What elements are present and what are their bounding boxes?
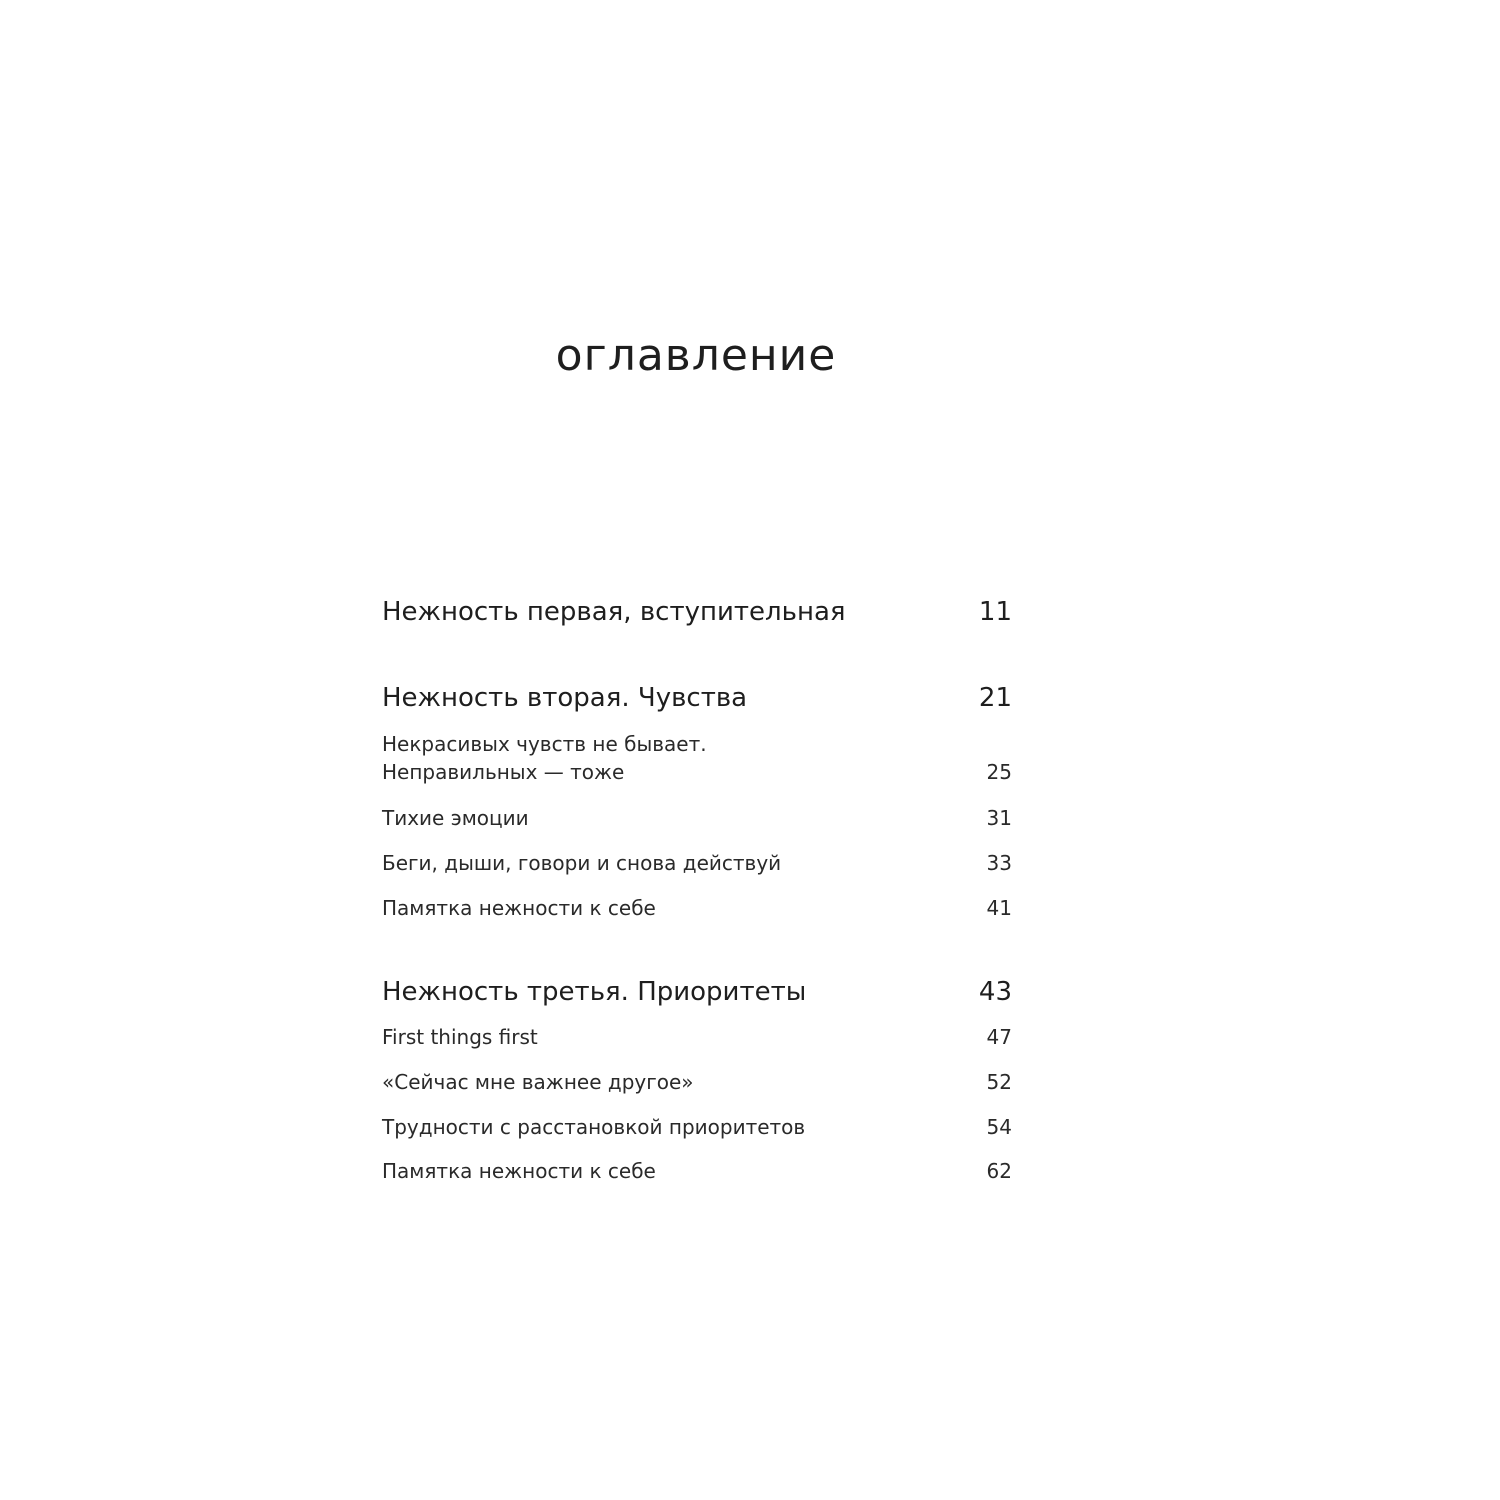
table-of-contents xyxy=(382,0,1012,1500)
toc-section xyxy=(382,1068,1012,1096)
toc-section xyxy=(382,804,1012,832)
toc-entry-title: Тихие эмоции xyxy=(382,806,529,830)
toc-chapter xyxy=(382,596,1012,628)
toc-section xyxy=(382,1157,1012,1185)
toc-page-number: 31 xyxy=(986,806,1012,830)
toc-entry-title: Нежность вторая. Чувства xyxy=(382,683,748,713)
toc-page-number: 11 xyxy=(978,597,1012,627)
toc-entry-title: Памятка нежности к себе xyxy=(382,896,656,920)
toc-section xyxy=(382,1023,1012,1051)
toc-page-number: 21 xyxy=(978,683,1012,713)
toc-entry-title: Трудности с расстановкой приоритетов xyxy=(382,1115,806,1139)
toc-page-number: 52 xyxy=(986,1070,1012,1094)
toc-section xyxy=(382,730,1012,786)
toc-entry-title: Памятка нежности к себе xyxy=(382,1159,656,1183)
page-title: оглавление xyxy=(555,330,837,381)
toc-entry-title: «Сейчас мне важнее другое» xyxy=(382,1070,694,1094)
toc-entry-title: Беги, дыши, говори и снова действуй xyxy=(382,851,782,875)
toc-chapter xyxy=(382,976,1012,1008)
toc-page-number: 54 xyxy=(986,1115,1012,1139)
toc-page-number: 41 xyxy=(986,896,1012,920)
toc-page-number: 43 xyxy=(978,977,1012,1007)
toc-page-number: 47 xyxy=(986,1025,1012,1049)
toc-page-number: 25 xyxy=(986,760,1012,784)
toc-entry-title: Нежность третья. Приоритеты xyxy=(382,977,807,1007)
toc-entry-title: First things first xyxy=(382,1025,538,1049)
toc-chapter xyxy=(382,682,1012,714)
toc-section xyxy=(382,849,1012,877)
toc-page-number: 62 xyxy=(986,1159,1012,1183)
toc-section xyxy=(382,1113,1012,1141)
toc-entry-title: Нежность первая, вступительная xyxy=(382,597,846,627)
toc-page-number: 33 xyxy=(986,851,1012,875)
toc-section xyxy=(382,894,1012,922)
toc-entry-title: Некрасивых чувств не бывает. Неправильных — тоже xyxy=(382,732,707,784)
